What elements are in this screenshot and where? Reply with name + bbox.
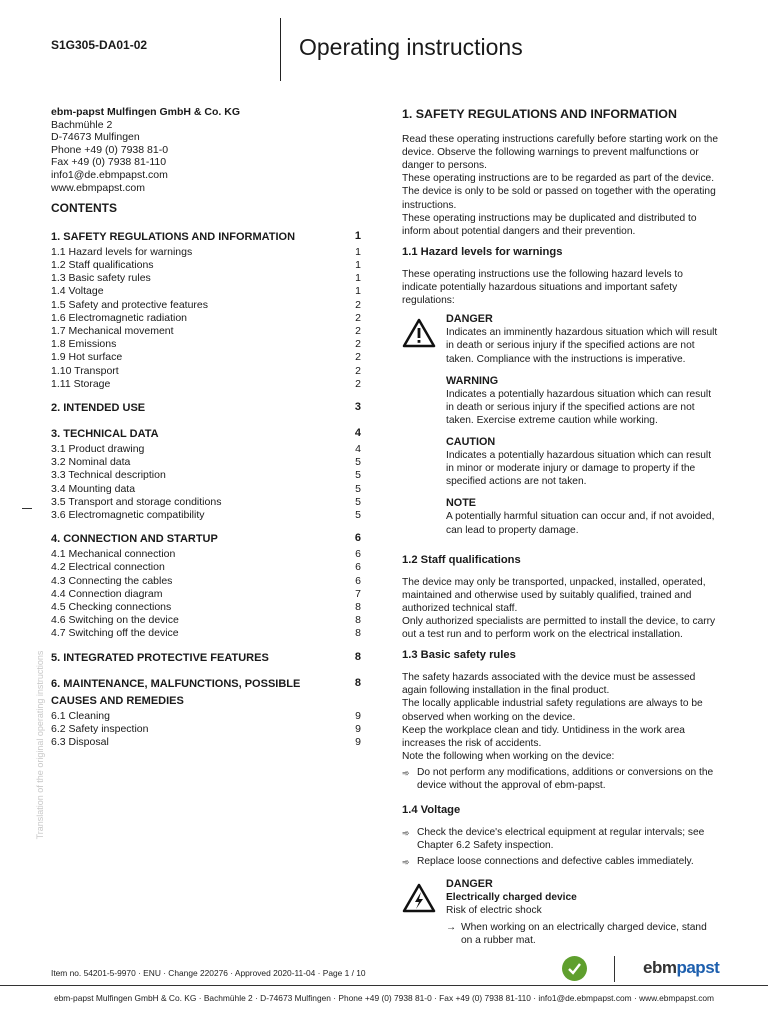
section-1-2-text: The device may only be transported, unpacked, installed, operated, maintained and otherwise used by suitably qualified, trained and authorized technical staff.	[402, 576, 706, 614]
hazard-text: Indicates a potentially hazardous situation which can result in minor or moderate injury or damage to property if the specified actions are not taken.	[446, 450, 712, 488]
translation-note: Translation of the original operating instructions	[35, 650, 45, 840]
brand-papst: papst	[676, 958, 720, 977]
toc-page: 1	[355, 285, 361, 298]
toc-title: 1.5 Safety and protective features	[51, 298, 209, 311]
toc-page: 9	[355, 722, 361, 735]
company-phone: Phone +49 (0) 7938 81-0	[51, 143, 169, 156]
page-title: Operating instructions	[299, 34, 523, 60]
toc-page: 8	[355, 614, 361, 627]
company-city: D-74673 Mulfingen	[51, 131, 140, 144]
hazard-title: WARNING	[446, 374, 499, 387]
hazard-title: CAUTION	[446, 435, 496, 448]
bullet-text: Replace loose connections and defective cables immediately.	[417, 856, 694, 868]
toc-title: 2. INTENDED USE	[51, 401, 146, 414]
section-1-1-heading: 1.1 Hazard levels for warnings	[402, 245, 563, 258]
company-email[interactable]: info1@de.ebmpapst.com	[51, 168, 168, 181]
section-1-3-heading: 1.3 Basic safety rules	[402, 649, 516, 662]
toc-section	[51, 531, 361, 640]
toc-page: 6	[355, 574, 361, 587]
hazard-text: A potentially harmful situation can occur and, if not avoided, can lead to property damage.	[446, 511, 715, 536]
action-item	[446, 921, 720, 947]
toc-entry[interactable]	[51, 561, 361, 574]
hazard-text: Risk of electric shock	[446, 904, 542, 916]
toc-title: 4.4 Connection diagram	[51, 587, 163, 600]
toc-page: 8	[355, 601, 361, 614]
toc-entry[interactable]	[51, 483, 361, 496]
toc-page: 2	[355, 364, 361, 377]
toc-page: 6	[354, 532, 361, 545]
toc-title: 3.4 Mounting data	[51, 482, 136, 495]
toc-title: 1.7 Mechanical movement	[51, 324, 174, 337]
toc-page: 8	[354, 676, 361, 689]
list-item	[402, 766, 720, 792]
left-column	[51, 106, 361, 749]
hazard-text: Indicates an imminently hazardous situation which will result in death or serious injury if the specified actions are not taken. Compliance with the instructions is imperative.	[446, 327, 718, 365]
toc-main-entry[interactable]	[51, 229, 361, 246]
right-arrow-icon: →	[446, 921, 457, 933]
toc-entry[interactable]	[51, 575, 361, 588]
toc-page: 9	[355, 709, 361, 722]
toc-page: 8	[354, 650, 361, 663]
hazard-title: DANGER	[446, 313, 493, 326]
toc-entry[interactable]	[51, 299, 361, 312]
section-1-3-text: The safety hazards associated with the device must be assessed again following installation in the final product.	[402, 672, 696, 697]
toc-section	[51, 229, 361, 391]
toc-entry[interactable]	[51, 614, 361, 627]
toc-main-entry[interactable]	[51, 426, 361, 443]
toc-entry[interactable]	[51, 710, 361, 723]
hazard-title: NOTE	[446, 497, 476, 510]
toc-page: 2	[355, 351, 361, 364]
toc-entry[interactable]	[51, 338, 361, 351]
arrow-bullet-icon: ➾	[402, 857, 410, 868]
toc-entry[interactable]	[51, 509, 361, 522]
toc-entry[interactable]	[51, 312, 361, 325]
toc-section	[51, 650, 361, 667]
toc-entry[interactable]	[51, 469, 361, 482]
hazard-levels	[402, 313, 720, 545]
title-divider	[280, 18, 281, 81]
toc-entry[interactable]	[51, 496, 361, 509]
toc-title: 5. INTEGRATED PROTECTIVE FEATURES	[51, 651, 269, 664]
hazard-danger	[446, 313, 720, 365]
toc-page: 6	[355, 548, 361, 561]
document-code: S1G305-DA01-02	[51, 38, 148, 52]
toc-title: 3.5 Transport and storage conditions	[51, 495, 222, 508]
toc-section	[51, 676, 361, 750]
company-street: Bachmühle 2	[51, 118, 113, 131]
toc-page: 5	[355, 456, 361, 469]
section-1-paragraph: These operating instructions may be duplicated and distributed to inform about potential dangers and their prevention.	[402, 212, 697, 237]
toc-entry[interactable]	[51, 627, 361, 640]
arrow-bullet-icon: ➾	[402, 767, 410, 778]
toc-entry[interactable]	[51, 325, 361, 338]
toc-title: 4.2 Electrical connection	[51, 561, 165, 574]
hazard-title: DANGER	[446, 877, 493, 890]
toc-page: 2	[355, 298, 361, 311]
section-1-3-text: Note the following when working on the device:	[402, 750, 615, 762]
toc-title: 1.10 Transport	[51, 364, 119, 377]
section-1-intro: Read these operating instructions carefully before starting work on the device. Observe the following warnings to prevent malfunctions or danger to persons.	[402, 134, 718, 172]
right-column	[402, 106, 720, 947]
toc-page: 1	[355, 258, 361, 271]
toc-section	[51, 426, 361, 522]
contents-heading: CONTENTS	[51, 201, 117, 216]
toc-title: 3.6 Electromagnetic compatibility	[51, 509, 205, 521]
margin-mark	[22, 508, 32, 509]
toc-entry[interactable]	[51, 588, 361, 601]
toc-page: 9	[355, 736, 361, 749]
toc-entry[interactable]	[51, 548, 361, 561]
section-1-2-text: Only authorized specialists are permitted to install the device, to carry out a test run and to perform work on the electrical installation.	[402, 616, 716, 641]
toc-page: 4	[355, 442, 361, 455]
toc-title: 4.3 Connecting the cables	[51, 574, 173, 587]
section-1-4-heading: 1.4 Voltage	[402, 804, 461, 817]
toc-title: 1. SAFETY REGULATIONS AND INFORMATION	[51, 230, 296, 243]
arrow-bullet-icon: ➾	[402, 828, 410, 839]
hazard-caution	[446, 436, 720, 488]
section-1-paragraph: The device is only to be sold or passed on together with the operating instructions.	[402, 186, 716, 211]
section-1-paragraph: These operating instructions are to be regarded as part of the device.	[402, 173, 715, 185]
toc-title: 3.1 Product drawing	[51, 442, 145, 455]
toc-section	[51, 400, 361, 417]
toc-entry[interactable]	[51, 246, 361, 259]
section-1-1-text: These operating instructions use the following hazard levels to indicate potentially hazardous situations and important safety regulations:	[402, 268, 683, 307]
company-block	[51, 106, 361, 194]
toc-title: 6.3 Disposal	[51, 736, 109, 749]
hazard-subtitle: Electrically charged device	[446, 891, 577, 903]
bullet-text: Check the device's electrical equipment at regular intervals; see Chapter 6.2 Safety inspection.	[417, 827, 705, 852]
toc-page: 3	[354, 400, 361, 413]
toc-title: 1.1 Hazard levels for warnings	[51, 245, 193, 258]
toc-page: 5	[355, 482, 361, 495]
toc-page: 4	[354, 426, 361, 439]
toc-entry[interactable]	[51, 601, 361, 614]
toc-entry[interactable]	[51, 351, 361, 364]
electric-hazard-icon	[402, 878, 436, 947]
toc-page: 1	[355, 245, 361, 258]
section-1-heading: 1. SAFETY REGULATIONS AND INFORMATION	[402, 107, 677, 121]
toc-entry[interactable]	[51, 443, 361, 456]
bullet-text: Do not perform any modifications, additions or conversions on the device without the approval of ebm-papst.	[417, 766, 714, 792]
toc-page: 2	[355, 377, 361, 390]
toc-page: 7	[355, 587, 361, 600]
section-1-2-heading: 1.2 Staff qualifications	[402, 553, 521, 566]
toc-title: 3.2 Nominal data	[51, 456, 131, 469]
toc-title: 1.4 Voltage	[51, 285, 104, 298]
toc-main-entry[interactable]	[51, 400, 361, 417]
toc-entry[interactable]	[51, 272, 361, 285]
toc-page: 8	[355, 627, 361, 640]
toc-title: 6.1 Cleaning	[51, 709, 110, 722]
brand-ebm: ebm	[643, 958, 677, 977]
toc-page: 1	[354, 229, 361, 242]
toc-main-entry[interactable]	[51, 676, 361, 710]
toc-main-entry[interactable]	[51, 531, 361, 548]
toc-entry[interactable]	[51, 456, 361, 469]
warning-triangle-icon	[402, 313, 436, 545]
toc-entry[interactable]	[51, 365, 361, 378]
footer-rule	[0, 985, 768, 986]
toc-title: 3. TECHNICAL DATA	[51, 427, 159, 440]
ebmpapst-logo	[643, 958, 719, 978]
toc-title: 3.3 Technical description	[51, 469, 166, 482]
logo-divider	[614, 956, 615, 982]
toc-title: 1.11 Storage	[51, 377, 111, 390]
voltage-danger	[402, 878, 720, 947]
toc-page: 5	[355, 469, 361, 482]
toc-title: 6.2 Safety inspection	[51, 722, 149, 735]
toc-title: 1.6 Electromagnetic radiation	[51, 311, 187, 324]
toc-page: 1	[355, 272, 361, 285]
toc-page: 5	[355, 495, 361, 508]
toc-main-entry[interactable]	[51, 650, 361, 667]
toc-title: 6. MAINTENANCE, MALFUNCTIONS, POSSIBLE CAUSES AND REMEDIES	[51, 677, 301, 707]
table-of-contents	[51, 229, 361, 749]
toc-entry[interactable]	[51, 378, 361, 391]
company-fax: Fax +49 (0) 7938 81-110	[51, 156, 167, 169]
toc-entry[interactable]	[51, 723, 361, 736]
green-tech-logo-icon	[562, 956, 587, 981]
hazard-note	[446, 497, 720, 536]
toc-page: 2	[355, 311, 361, 324]
toc-title: 1.3 Basic safety rules	[51, 272, 151, 285]
hazard-warning	[446, 375, 720, 427]
section-1-3-text: The locally applicable industrial safety regulations are always to be observed when working on the device.	[402, 698, 703, 723]
list-item	[402, 855, 720, 869]
toc-page: 5	[355, 509, 361, 521]
toc-entry[interactable]	[51, 736, 361, 749]
section-1-3-text: Keep the workplace clean and tidy. Untidiness in the work area increases the risk of accidents.	[402, 724, 685, 749]
toc-page: 2	[355, 338, 361, 351]
toc-title: 4.1 Mechanical connection	[51, 548, 176, 561]
hazard-text: Indicates a potentially hazardous situation which can result in death or serious injury if the specified actions are not taken. Exercise extreme caution while working.	[446, 388, 712, 426]
toc-title: 1.9 Hot surface	[51, 351, 123, 364]
toc-page: 6	[355, 561, 361, 574]
toc-title: 4. CONNECTION AND STARTUP	[51, 533, 218, 546]
action-text: When working on an electrically charged device, stand on a rubber mat.	[461, 921, 707, 946]
toc-title: 1.8 Emissions	[51, 338, 117, 351]
list-item	[402, 826, 720, 852]
toc-title: 4.6 Switching on the device	[51, 614, 179, 627]
toc-title: 1.2 Staff qualifications	[51, 258, 154, 271]
company-name: ebm-papst Mulfingen GmbH & Co. KG	[51, 106, 240, 118]
company-website[interactable]: www.ebmpapst.com	[51, 181, 145, 194]
toc-page: 2	[355, 324, 361, 337]
toc-entry[interactable]	[51, 259, 361, 272]
toc-title: 4.5 Checking connections	[51, 601, 172, 614]
footer-address: ebm-papst Mulfingen GmbH & Co. KG · Bachmühle 2 · D-74673 Mulfingen · Phone +49 (0) 7938 81-0 · Fax +49 (0) 7938 81-110 · info1@de.ebmpapst.com · www.ebmpapst.com	[53, 993, 715, 1003]
toc-title: 4.7 Switching off the device	[51, 627, 179, 640]
toc-entry[interactable]	[51, 285, 361, 298]
item-info: Item no. 54201-5-9970 · ENU · Change 220276 · Approved 2020-11-04 · Page 1 / 10	[51, 968, 366, 978]
